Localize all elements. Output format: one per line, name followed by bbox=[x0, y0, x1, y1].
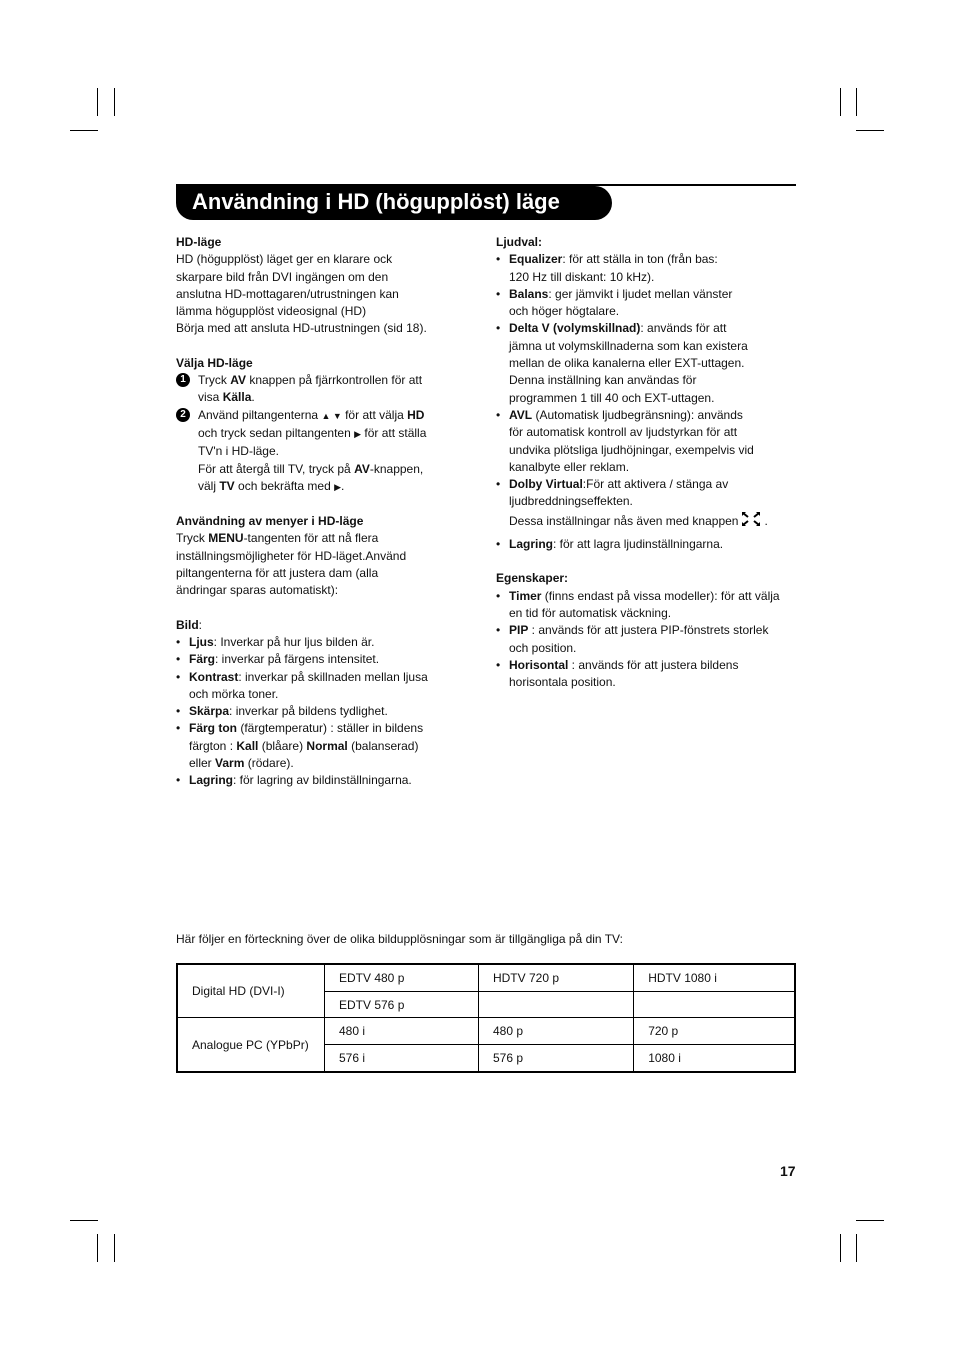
select-hd-heading: Välja HD-läge bbox=[176, 355, 253, 370]
egenskaper-heading: Egenskaper: bbox=[496, 571, 569, 586]
table-cell: 1080 i bbox=[634, 1045, 795, 1072]
list-item: • Timer (finns endast på vissa modeller): för att välja en tid för automatisk väckning. bbox=[496, 588, 796, 623]
table-cell: 576 i bbox=[325, 1045, 479, 1072]
bild-heading: Bild: bbox=[176, 617, 203, 632]
hd-text-line: lämma högupplöst videosignal (HD) bbox=[176, 304, 367, 319]
left-column bbox=[176, 234, 466, 790]
step-number-1: 1 bbox=[176, 373, 190, 387]
table-cell bbox=[478, 991, 633, 1018]
table-cell: Analogue PC (YPbPr) bbox=[177, 1018, 325, 1072]
bild-list bbox=[176, 634, 466, 790]
list-item: • Balans: ger jämvikt i ljudet mellan vänster och höger högtalare. bbox=[496, 286, 796, 321]
table-cell: 720 p bbox=[634, 1018, 795, 1045]
page-number: 17 bbox=[780, 1163, 796, 1179]
title-banner bbox=[176, 186, 612, 220]
hd-text-line: Börja med att ansluta HD-utrustningen (sid 18). bbox=[176, 321, 427, 336]
list-item: • Färg ton (färgtemperatur) : ställer in bildens färgton : Kall (blåare) Normal (balanserad) eller Varm (rödare). bbox=[176, 720, 466, 772]
menu-heading: Användning av menyer i HD-läge bbox=[176, 514, 364, 529]
table-row bbox=[177, 1018, 795, 1045]
ljud-list-2 bbox=[496, 536, 796, 553]
menu-text-line: Tryck MENU-tangenten för att nå flera bbox=[176, 531, 379, 546]
list-item: • Kontrast: inverkar på skillnaden mellan ljusa och mörka toner. bbox=[176, 669, 466, 704]
list-item: • Ljus: Inverkar på hur ljus bilden är. bbox=[176, 634, 466, 651]
list-item: • Färg: inverkar på färgens intensitet. bbox=[176, 651, 466, 668]
step-2: 2 Använd piltangenterna ▲ ▼ för att välja HD och tryck sedan piltangenten ▶ för att ställa TV'n i HD-läge. För att återgå till TV, tryck på AV-knappen, välj TV och bekräfta med ▶. bbox=[176, 407, 466, 496]
list-item: • Equalizer: för att ställa in ton (från bas: 120 Hz till diskant: 10 kHz). bbox=[496, 251, 796, 286]
resolution-table bbox=[176, 963, 796, 1073]
page-title: Användning i HD (högupplöst) läge bbox=[192, 189, 560, 214]
list-item: • AVL (Automatisk ljudbegränsning): används för automatisk kontroll av ljudstyrkan för att undvika plötsliga ljudhöjningar, exempelvis vid kanalbyte eller reklam. bbox=[496, 407, 796, 476]
hd-text-line: HD (högupplöst) läget ger en klarare ock bbox=[176, 252, 393, 267]
right-arrow-icon: ▶ bbox=[354, 428, 362, 439]
surround-button-icon bbox=[741, 511, 761, 532]
table-cell: HDTV 1080 i bbox=[634, 964, 795, 991]
dolby-note: Dessa inställningar nås även med knappen . bbox=[496, 511, 796, 532]
table-cell: Digital HD (DVI-I) bbox=[177, 964, 325, 1018]
list-item: • PIP : används för att justera PIP-fönstrets storlek och position. bbox=[496, 622, 796, 657]
step-1: 1 Tryck AV knappen på fjärrkontrollen för att visa Källa. bbox=[176, 372, 466, 407]
list-item: • Delta V (volymskillnad): används för att jämna ut volymskillnaderna som kan existera mellan de olika kanalerna eller EXT-uttagen. Denna inställning kan användas för programmen 1 till 40 och EXT-uttagen. bbox=[496, 320, 796, 406]
ljud-list bbox=[496, 251, 796, 510]
hd-heading: HD-läge bbox=[176, 235, 222, 249]
table-intro: Här följer en förteckning över de olika bildupplösningar som är tillgängliga på din TV: bbox=[176, 932, 623, 946]
table-cell: 480 p bbox=[478, 1018, 633, 1045]
list-item: • Lagring: för lagring av bildinställningarna. bbox=[176, 772, 466, 789]
step-number-2: 2 bbox=[176, 408, 190, 422]
table-cell: EDTV 480 p bbox=[325, 964, 479, 991]
table-cell: EDTV 576 p bbox=[325, 991, 479, 1018]
table-cell bbox=[634, 991, 795, 1018]
right-arrow-icon: ▶ bbox=[334, 481, 341, 492]
table-cell: 480 i bbox=[325, 1018, 479, 1045]
up-down-arrow-icon: ▲ ▼ bbox=[321, 410, 342, 421]
table-row bbox=[177, 964, 795, 991]
list-item: • Skärpa: inverkar på bildens tydlighet. bbox=[176, 703, 466, 720]
table-cell: 576 p bbox=[478, 1045, 633, 1072]
hd-text-line: anslutna HD-mottagaren/utrustningen kan bbox=[176, 286, 399, 301]
hd-text-line: skarpare bild från DVI ingängen om den bbox=[176, 269, 389, 284]
ljudval-heading: Ljudval: bbox=[496, 235, 543, 249]
table-cell: HDTV 720 p bbox=[478, 964, 633, 991]
list-item: • Lagring: för att lagra ljudinställningarna. bbox=[496, 536, 796, 553]
egen-list bbox=[496, 588, 796, 692]
right-column bbox=[496, 234, 796, 691]
list-item: • Horisontal : används för att justera bildens horisontala position. bbox=[496, 657, 796, 692]
list-item: • Dolby Virtual:För att aktivera / stänga av ljudbreddningseffekten. bbox=[496, 476, 796, 511]
menu-text-line: ändringar sparas automatiskt): bbox=[176, 583, 339, 598]
menu-text-line: piltangenterna för att justera dam (alla bbox=[176, 566, 379, 581]
menu-text-line: inställningsmöjligheter för HD-läget.Använd bbox=[176, 548, 407, 563]
